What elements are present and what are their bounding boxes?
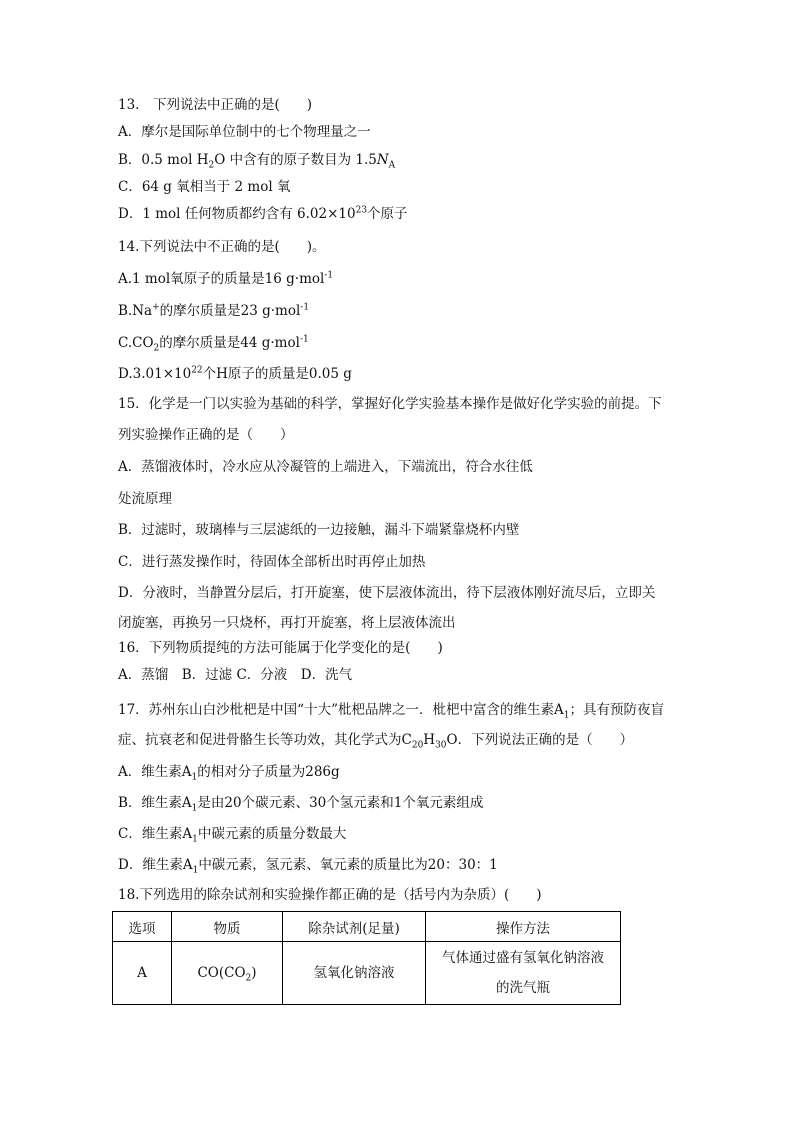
q18-options-table <box>112 911 621 1005</box>
q15-option-a-line2: 处流原理 <box>118 491 172 507</box>
q17-option-b: B．维生素$A_1$是由20个碳元素、30个氢元素和1个氧元素组成 <box>118 795 484 814</box>
q15-stem-line1: 15．化学是一门以实验为基础的科学，掌握好化学实验基本操作是做好化学实验的前提。下 <box>118 396 662 412</box>
cell-substance: $CO(CO_2)$ <box>172 942 283 1005</box>
cell-reagent: 氢氧化钠溶液 <box>283 942 426 1005</box>
header-substance: 物质 <box>172 912 283 942</box>
q13-stem: 13. 下列说法中正确的是( ) <box>118 97 313 113</box>
q17-option-c: C．维生素$A_1$中碳元素的质量分数最大 <box>118 826 347 845</box>
q15-option-d-line1: D．分液时，当静置分层后，打开旋塞，使下层液体流出，待下层液体刚好流尽后，立即关 <box>118 585 656 601</box>
table-row <box>113 942 621 1005</box>
q16-stem: 16．下列物质提纯的方法可能属于化学变化的是( ) <box>118 640 443 656</box>
q15-option-c: C．进行蒸发操作时，待固体全部析出时再停止加热 <box>118 554 426 570</box>
q13-option-b: B．0.5 mol $H_2O$ 中含有的原子数目为 $1.5N_A$ <box>118 152 396 171</box>
q15-option-b: B．过滤时，玻璃棒与三层滤纸的一边接触，漏斗下端紧靠烧杯内壁 <box>118 522 520 538</box>
q14-option-c: $C.CO_2$的摩尔质量是44 g·mol$^{-1}$ <box>118 334 309 354</box>
header-method: 操作方法 <box>426 912 621 942</box>
cell-method: 气体通过盛有氢氧化钠溶液 的洗气瓶 <box>426 942 621 1005</box>
header-option: 选项 <box>113 912 172 942</box>
q17-stem-line2: 症、抗衰老和促进骨骼生长等功效，其化学式为$C_{20}H_{30}O$．下列说法正确的是（ ） <box>118 732 634 751</box>
q18-stem: 18.下列选用的除杂试剂和实验操作都正确的是（括号内为杂质）( ) <box>118 887 542 903</box>
q15-stem-line2: 列实验操作正确的是（ ） <box>118 427 294 443</box>
q13-option-c: C．64 g 氧相当于 2 mol 氧 <box>118 179 291 195</box>
q17-stem-line1: 17．苏州东山白沙枇杷是中国“十大”枇杷品牌之一．枇杷中富含的维生素$A_1$；具有预防夜盲 <box>118 702 664 721</box>
q14-option-b: B.Na+的摩尔质量是23 g·mol$^{-1}$ <box>118 302 310 319</box>
q13-option-a: A．摩尔是国际单位制中的七个物理量之一 <box>118 124 371 140</box>
cell-option: A <box>113 942 172 1005</box>
q15-option-d-line2: 闭旋塞，再换另一只烧杯，再打开旋塞，将上层液体流出 <box>118 615 456 631</box>
q13-option-d: D．1 mol 任何物质都约含有 $6.02\times 10^{23}$个原子 <box>118 205 408 222</box>
q15-option-a-line1: A．蒸馏液体时，冷水应从冷凝管的上端进入，下端流出，符合水往低 <box>118 459 533 475</box>
q16-options: A．蒸馏 B．过滤 C．分液 D．洗气 <box>118 667 353 683</box>
q14-stem: 14.下列说法中不正确的是( )。 <box>118 239 326 255</box>
table-header-row <box>113 912 621 942</box>
q14-option-d: $D.3.01\times 10^{22}$个H原子的质量是0.05 g <box>118 365 352 382</box>
q17-option-a: A．维生素$A_1$的相对分子质量为286g <box>118 764 340 783</box>
header-reagent: 除杂试剂(足量) <box>283 912 426 942</box>
q14-option-a: A.1 mol氧原子的质量是16 g·mol$^{-1}$ <box>118 270 334 287</box>
q17-option-d: D．维生素$A_1$中碳元素，氢元素、氧元素的质量比为20：30：1 <box>118 857 498 876</box>
